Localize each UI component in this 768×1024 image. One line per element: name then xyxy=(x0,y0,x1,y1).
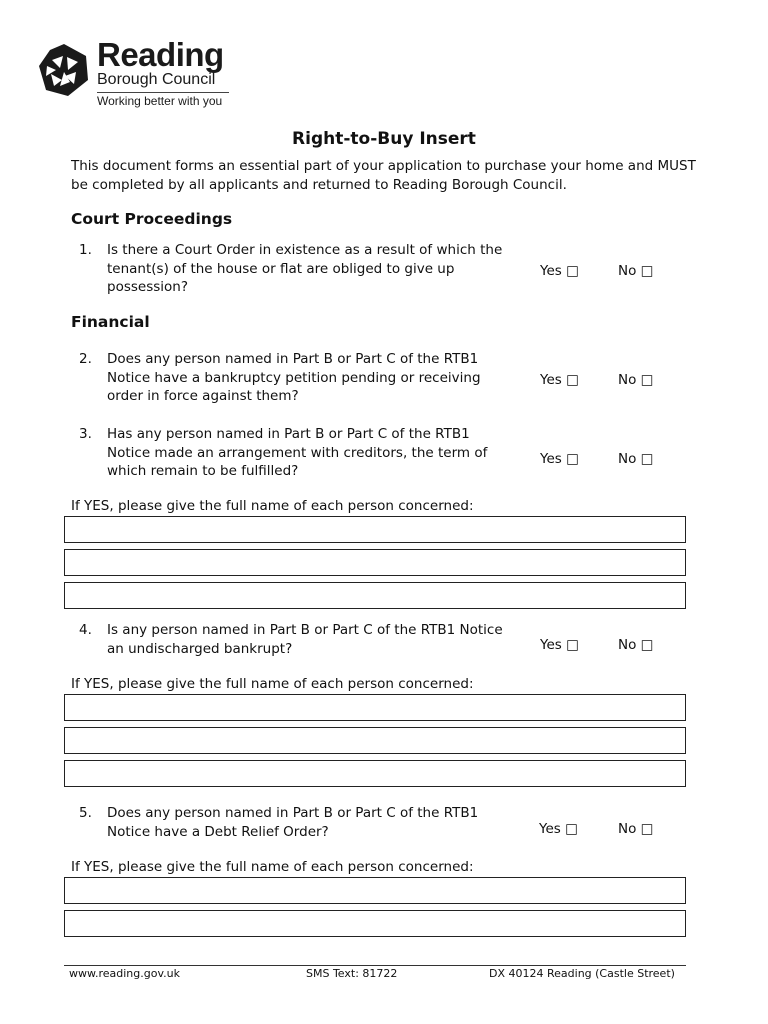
footer-sms: SMS Text: 81722 xyxy=(306,967,398,980)
if-yes-prompt: If YES, please give the full name of each person concerned: xyxy=(71,676,474,692)
question-line: possession? xyxy=(107,279,188,295)
question-line: Is any person named in Part B or Part C of the RTB1 Notice xyxy=(107,622,503,638)
question-4-number: 4. xyxy=(79,622,92,638)
person-name-field[interactable] xyxy=(64,877,686,904)
question-line: Does any person named in Part B or Part C of the RTB1 xyxy=(107,351,479,367)
person-name-field[interactable] xyxy=(64,694,686,721)
person-name-field[interactable] xyxy=(64,910,686,937)
question-3-number: 3. xyxy=(79,426,92,442)
question-1-number: 1. xyxy=(79,242,92,258)
section-heading-financial: Financial xyxy=(71,313,150,331)
section-heading-court: Court Proceedings xyxy=(71,210,233,228)
if-yes-prompt: If YES, please give the full name of each person concerned: xyxy=(71,498,474,514)
question-line: order in force against them? xyxy=(107,388,299,404)
question-line: Notice have a Debt Relief Order? xyxy=(107,823,329,840)
logo-subtitle: Borough Council xyxy=(97,71,216,88)
person-name-field[interactable] xyxy=(64,549,686,576)
person-name-field[interactable] xyxy=(64,760,686,787)
question-3-no-checkbox[interactable]: No □ xyxy=(618,451,654,467)
question-line: an undischarged bankrupt? xyxy=(107,640,293,657)
question-2-text xyxy=(107,350,532,406)
question-line: Does any person named in Part B or Part C of the RTB1 xyxy=(107,805,479,821)
logo-divider xyxy=(97,92,229,93)
question-1-no-checkbox[interactable]: No □ xyxy=(618,263,654,279)
question-3-text xyxy=(107,425,532,481)
question-line: tenant(s) of the house or flat are obliged to give up xyxy=(107,260,455,277)
question-line: Notice made an arrangement with creditors, the term of xyxy=(107,444,488,461)
question-line: Notice have a bankruptcy petition pending or receiving xyxy=(107,369,481,386)
question-5-yes-checkbox[interactable]: Yes □ xyxy=(539,821,578,837)
page-title: Right-to-Buy Insert xyxy=(292,129,476,149)
question-1-text xyxy=(107,241,532,297)
question-2-yes-checkbox[interactable]: Yes □ xyxy=(540,372,579,388)
question-2-number: 2. xyxy=(79,351,92,367)
logo-name: Reading xyxy=(97,36,224,73)
intro-paragraph: This document forms an essential part of your application to purchase your home and MUST be completed by all applicants and returned to Reading Borough Council. xyxy=(71,158,696,193)
footer-website-link[interactable]: www.reading.gov.uk xyxy=(69,967,180,980)
footer-divider xyxy=(64,965,686,966)
council-logo-icon xyxy=(36,42,92,98)
question-4-no-checkbox[interactable]: No □ xyxy=(618,637,654,653)
footer-dx: DX 40124 Reading (Castle Street) xyxy=(489,967,675,980)
question-5-text xyxy=(107,804,532,841)
question-5-no-checkbox[interactable]: No □ xyxy=(618,821,654,837)
logo-tagline: Working better with you xyxy=(97,94,223,108)
question-line: Is there a Court Order in existence as a result of which the xyxy=(107,242,503,258)
person-name-field[interactable] xyxy=(64,582,686,609)
question-2-no-checkbox[interactable]: No □ xyxy=(618,372,654,388)
question-line: which remain to be fulfilled? xyxy=(107,463,299,479)
if-yes-prompt: If YES, please give the full name of each person concerned: xyxy=(71,859,474,875)
question-4-text xyxy=(107,621,537,658)
question-3-yes-checkbox[interactable]: Yes □ xyxy=(540,451,579,467)
question-4-yes-checkbox[interactable]: Yes □ xyxy=(540,637,579,653)
question-line: Has any person named in Part B or Part C of the RTB1 xyxy=(107,426,470,442)
question-1-yes-checkbox[interactable]: Yes □ xyxy=(540,263,579,279)
question-5-number: 5. xyxy=(79,805,92,821)
person-name-field[interactable] xyxy=(64,516,686,543)
person-name-field[interactable] xyxy=(64,727,686,754)
